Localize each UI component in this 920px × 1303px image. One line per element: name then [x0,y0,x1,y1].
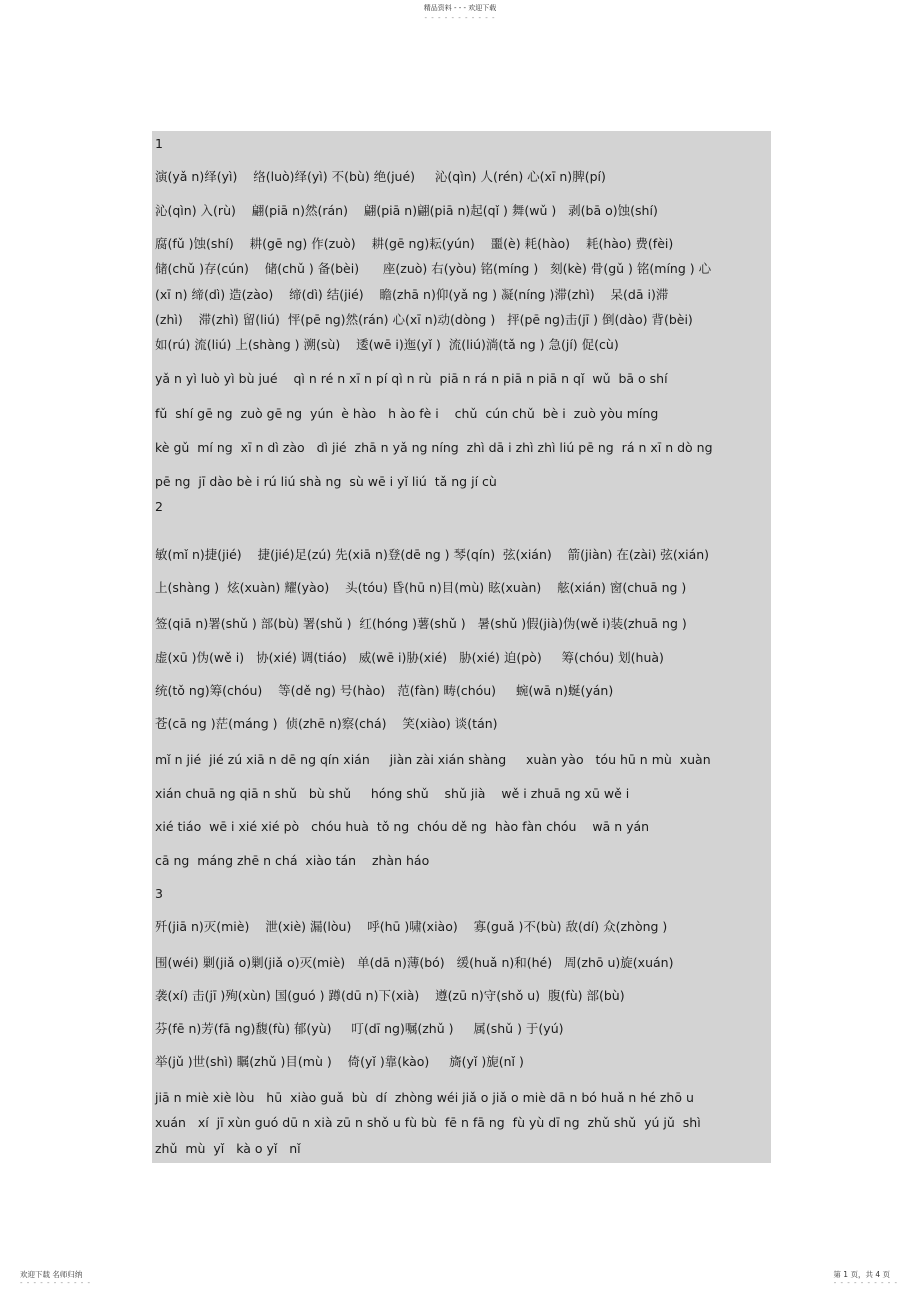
pinyin-line: pē ng jī dào bè i rú liú shà ng sù wē i yǐ liú tǎ ng jí cù [155,474,497,489]
pinyin-line: jiā n miè xiè lòu hū xiào guǎ bù dí zhòng wéi jiǎ o jiǎ o miè dā n bó huǎ n hé zhō u [155,1090,694,1105]
pinyin-line: xuán xí jī xùn guó dū n xià zū n shǒ u fù bù fē n fā ng fù yù dī ng zhǔ shǔ yú jǔ shì [155,1115,701,1130]
footer-left-text: 欢迎下载 名师归纳 [20,1270,83,1279]
text-line: 沁(qìn) 入(rù) 翩(piā n)然(rán) 翩(piā n)翩(piā n)起(qǐ ) 舞(wǔ ) 剥(bā o)蚀(shí) [155,203,658,218]
text-line: 围(wéi) 剿(jiǎ o)剿(jiǎ o)灭(miè) 单(dā n)薄(bó) 缓(huǎ n)和(hé) 周(zhō u)旋(xuán) [155,955,674,970]
text-line: 苍(cā ng )茫(máng ) 侦(zhē n)察(chá) 笑(xiào) 谈(tán) [155,716,498,731]
text-line: 储(chǔ )存(cún) 储(chǔ ) 备(bèi) 座(zuò) 右(yòu) 铭(míng ) 刻(kè) 骨(gǔ ) 铭(míng ) 心 [155,261,712,276]
text-line: 如(rú) 流(liú) 上(shàng ) 溯(sù) 逶(wē i)迤(yǐ ) 流(liú)淌(tǎ ng ) 急(jí) 促(cù) [155,337,619,352]
section-number: 1 [155,136,163,151]
text-line: 签(qiā n)署(shǔ ) 部(bù) 署(shǔ ) 红(hóng )薯(shǔ ) 暑(shǔ )假(jià)伪(wě i)装(zhuā ng ) [155,616,687,631]
pinyin-line: mǐ n jié jié zú xiā n dē ng qín xián jiàn zài xián shàng xuàn yào tóu hū n mù xuàn [155,752,711,767]
footer-dashes-left: - - - - - - - - - - - [20,1279,92,1287]
text-line: 上(shàng ) 炫(xuàn) 耀(yào) 头(tóu) 昏(hū n)目(mù) 眩(xuàn) 舷(xián) 窗(chuā ng ) [155,580,687,595]
text-line: 袭(xí) 击(jī )殉(xùn) 国(guó ) 蹲(dū n)下(xià) 遵(zū n)守(shǒ u) 腹(fù) 部(bù) [155,988,625,1003]
text-line: 统(tǒ ng)筹(chóu) 等(dě ng) 号(hào) 范(fàn) 畴(chóu) 蜿(wā n)蜒(yán) [155,683,614,698]
text-line: (zhì) 滞(zhì) 留(liú) 怦(pē ng)然(rán) 心(xī n)动(dòng ) 抨(pē ng)击(jī ) 倒(dào) 背(bèi) [155,312,693,327]
content-block [152,131,771,1163]
footer-dashes-right: - - - - - - - - - - [833,1279,898,1287]
section-number: 2 [155,499,163,514]
pinyin-line: zhǔ mù yǐ kà o yǐ nǐ [155,1141,301,1156]
page-header-dashes: - - - - - - - - - - - [424,14,496,22]
pinyin-line: kè gǔ mí ng xī n dì zào dì jié zhā n yǎ ng níng zhì dā i zhì zhì liú pē ng rá n xī n dò ng [155,440,713,455]
text-line: 举(jǔ )世(shì) 瞩(zhǔ )目(mù ) 倚(yǐ )靠(kào) 旖(yǐ )旎(nǐ ) [155,1054,524,1069]
text-line: 虚(xū )伪(wě i) 协(xié) 调(tiáo) 威(wē i)胁(xié) 胁(xié) 迫(pò) 筹(chóu) 划(huà) [155,650,664,665]
pinyin-line: cā ng máng zhē n chá xiào tán zhàn háo [155,853,430,868]
section-number: 3 [155,886,163,901]
pinyin-line: fǔ shí gē ng zuò gē ng yún è hào h ào fè i chǔ cún chǔ bè i zuò yòu míng [155,406,659,421]
pinyin-line: yǎ n yì luò yì bù jué qì n ré n xī n pí qì n rù piā n rá n piā n piā n qǐ wǔ bā o shí [155,371,668,386]
text-line: (xī n) 缔(dì) 造(zào) 缔(dì) 结(jié) 瞻(zhā n)仰(yǎ ng ) 凝(níng )滞(zhì) 呆(dā i)滞 [155,287,669,302]
text-line: 歼(jiā n)灭(miè) 泄(xiè) 漏(lòu) 呼(hū )啸(xiào) 寡(guǎ )不(bù) 敌(dí) 众(zhòng ) [155,919,668,934]
text-line: 敏(mǐ n)捷(jié) 捷(jié)足(zú) 先(xiā n)登(dē ng ) 琴(qín) 弦(xián) 箭(jiàn) 在(zài) 弦(xián) [155,547,710,562]
footer-page-number: 第 1 页，共 4 页 [833,1270,890,1279]
page-header-title: 精品资料 - - - 欢迎下载 [423,4,497,12]
text-line: 演(yǎ n)绎(yì) 络(luò)绎(yì) 不(bù) 绝(jué) 沁(qìn) 人(rén) 心(xī n)脾(pí) [155,169,606,184]
text-line: 腐(fǔ )蚀(shí) 耕(gē ng) 作(zuò) 耕(gē ng)耘(yún) 噩(è) 耗(hào) 耗(hào) 费(fèi) [155,236,674,251]
text-line: 芬(fē n)芳(fā ng)馥(fù) 郁(yù) 叮(dī ng)嘱(zhǔ ) 属(shǔ ) 于(yú) [155,1021,564,1036]
pinyin-line: xián chuā ng qiā n shǔ bù shǔ hóng shǔ shǔ jià wě i zhuā ng xū wě i [155,786,630,801]
pinyin-line: xié tiáo wē i xié xié pò chóu huà tǒ ng chóu dě ng hào fàn chóu wā n yán [155,819,650,834]
